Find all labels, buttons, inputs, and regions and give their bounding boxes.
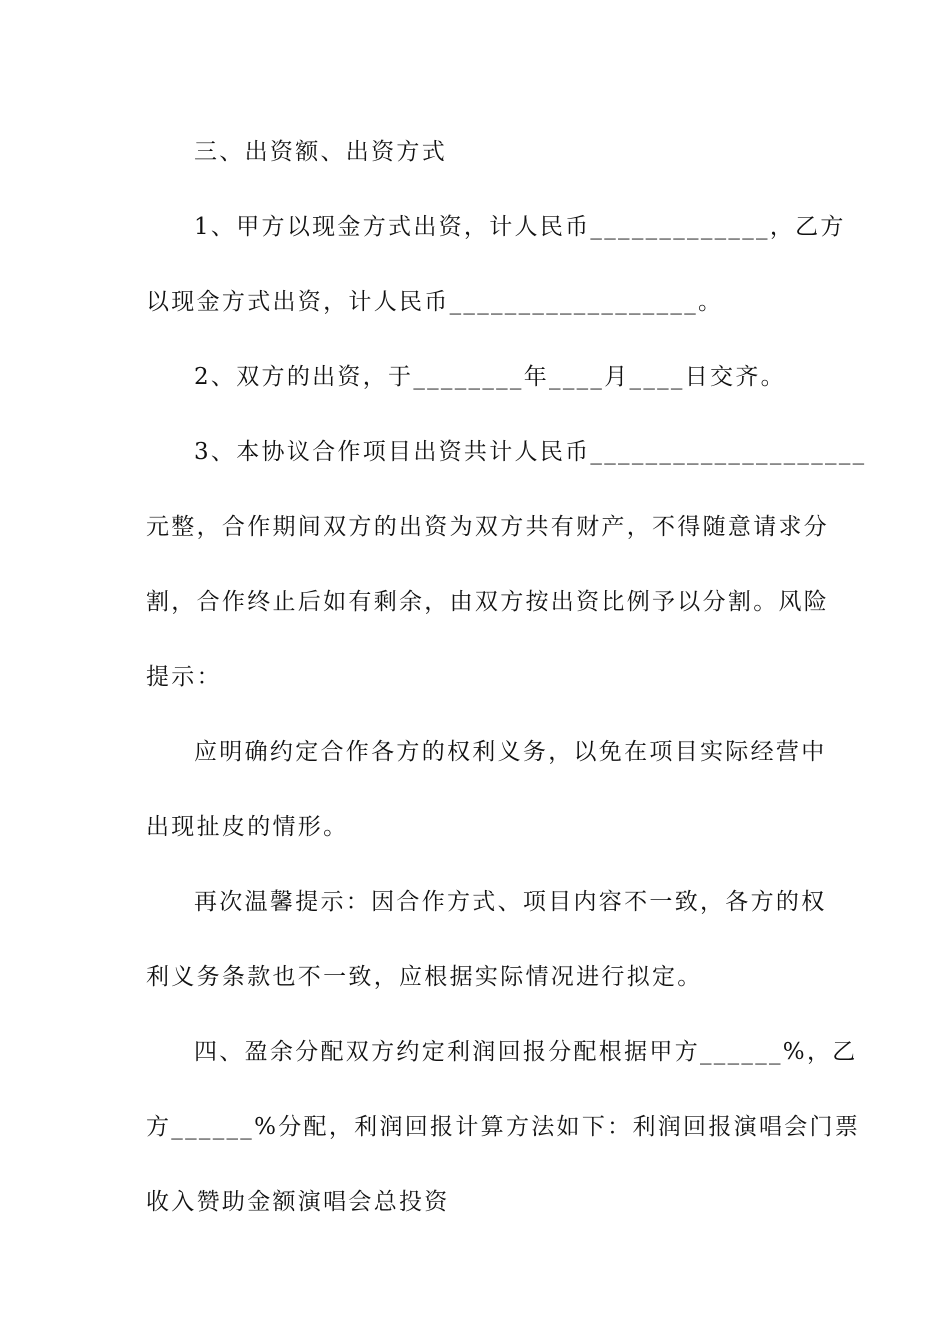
item3-line4: 提示： — [146, 664, 222, 690]
item1-paragraph — [146, 190, 846, 340]
tip1-line2: 出现扯皮的情形。 — [146, 814, 349, 840]
tip2-line2: 利义务条款也不一致，应根据实际情况进行拟定。 — [146, 964, 703, 990]
tip1-line1: 应明确约定合作各方的权利义务，以免在项目实际经营中 — [194, 739, 827, 765]
tip2-line1: 再次温馨提示：因合作方式、项目内容不一致，各方的权 — [194, 889, 827, 915]
section3-heading — [146, 115, 811, 190]
tip1-paragraph — [146, 715, 827, 865]
tip2-paragraph — [146, 865, 827, 1015]
item3-line2: 元整，合作期间双方的出资为双方共有财产，不得随意请求分 — [146, 514, 830, 540]
item1-line2: 以现金方式出资，计人民币__________________。 — [146, 289, 724, 315]
item2-paragraph — [146, 340, 811, 415]
section4-line2: 方______%分配，利润回报计算方法如下：利润回报演唱会门票 — [146, 1114, 861, 1140]
section4-line3: 收入赞助金额演唱会总投资 — [146, 1189, 450, 1215]
item2-line: 2、双方的出资，于________年____月____日交齐。 — [194, 364, 786, 390]
item3-line3: 割，合作终止后如有剩余，由双方按出资比例予以分割。风险 — [146, 589, 830, 615]
item3-paragraph — [146, 415, 867, 715]
section4-line1: 四、盈余分配双方约定利润回报分配根据甲方______%，乙 — [194, 1039, 858, 1065]
section3-heading-text: 三、出资额、出资方式 — [194, 139, 447, 165]
item3-line1: 3、本协议合作项目出资共计人民币____________________ — [194, 439, 867, 465]
item1-line1: 1、甲方以现金方式出资，计人民币_____________，乙方 — [194, 214, 846, 240]
section4-paragraph — [146, 1015, 861, 1240]
